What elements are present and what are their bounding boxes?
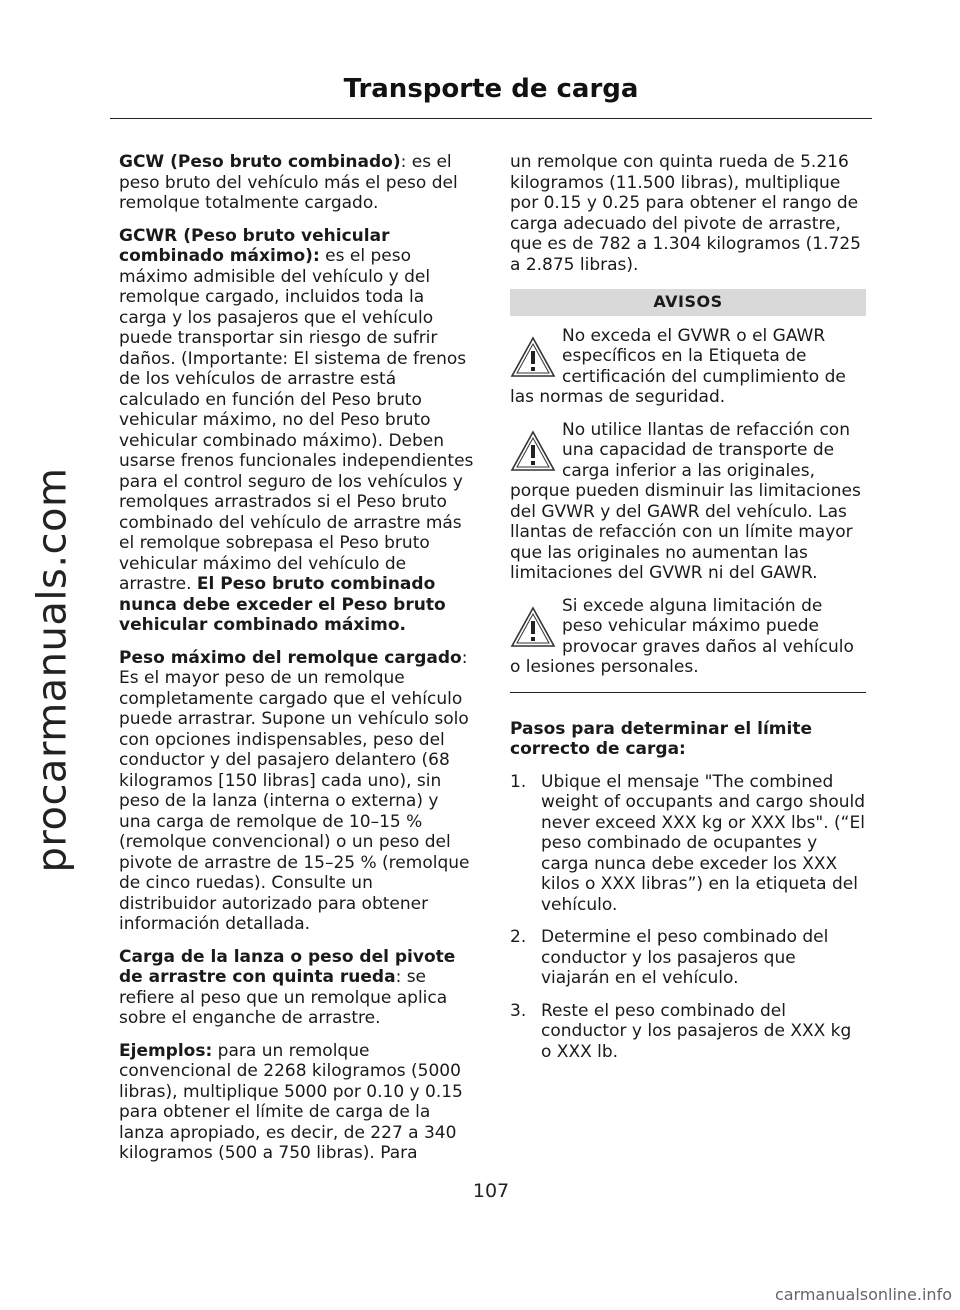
footer-watermark: carmanualsonline.info (774, 1285, 952, 1304)
warning-triangle-icon (510, 336, 556, 378)
side-watermark (22, 467, 82, 873)
step-number: 2. (510, 927, 527, 947)
list-item (510, 1001, 866, 1063)
steps-list (510, 772, 866, 1063)
examples-paragraph (119, 1041, 475, 1164)
warning-text: No exceda el GVWR o el GAWR específicos en la Etiqueta de certificación del cumplimiento de las normas de seguridad. (510, 325, 846, 407)
gcwr-warning-bold: El Peso bruto combinado nunca debe exceder el Peso bruto vehicular combinado máximo. (119, 574, 446, 635)
example-continuation: un remolque con quinta rueda de 5.216 kilogramos (11.500 libras), multiplique por 0.15 y 0.25 para obtener el rango de carga adecuado del pivote de arrastre, que es de 782 a 1.304 kilogramos (1.725 a 2.875 libras). (510, 152, 861, 275)
step-number: 3. (510, 1000, 527, 1021)
warning-text: No utilice llantas de refacción con una capacidad de transporte de carga inferior a las originales, porque pueden disminuir las limitaciones del GVWR y del GAWR del vehículo. Las llantas de refacción con un límite mayor que las originales no aumentan las limitaciones del GVWR ni del GAWR. (510, 419, 861, 583)
header-divider (110, 118, 872, 119)
step-text: Reste el peso combinado del conductor y los pasajeros de XXX kg o XXX lb. (541, 1000, 852, 1062)
max-trailer-text: : Es el mayor peso de un remolque completamente cargado que el vehículo puede arrastrar. Supone un vehículo solo con opciones indispensables, peso del conductor y del pasajero delantero (68 kilogramos [150 libras] cada uno), sin peso de la lanza (interna o externa) y una carga de remolque de 10–15 % (remolque convencional) o un peso del pivote de arrastre de 15–25 % (remolque de cinco ruedas). Consulte un distribuidor autorizado para obtener información detallada. (119, 647, 470, 934)
tongue-load-text: : se refiere al peso que un remolque aplica sobre el enganche de arrastre. (119, 967, 448, 1028)
max-trailer-term: Peso máximo del remolque cargado (119, 647, 462, 668)
gcwr-term: GCWR (Peso bruto vehicular combinado máximo): (119, 225, 390, 266)
warning-item (510, 596, 866, 678)
warning-text: Si excede alguna limitación de peso vehicular máximo puede provocar graves daños al vehículo o lesiones personales. (510, 595, 854, 677)
examples-text: para un remolque convencional de 2268 kilogramos (5000 libras), multiplique 5000 por 0.10 y 0.15 para obtener el límite de carga de la lanza apropiado, es decir, de 227 a 340 kilogramos (500 a 750 libras). Para (119, 1040, 463, 1163)
list-item (510, 772, 866, 916)
max-trailer-paragraph (119, 648, 475, 935)
list-item (510, 927, 866, 989)
gcw-paragraph (119, 152, 475, 214)
warning-item (510, 326, 866, 408)
page-title: Transporte de carga (343, 74, 639, 104)
page-number: 107 (472, 1180, 510, 1202)
examples-term: Ejemplos: (119, 1040, 213, 1061)
step-text: Ubique el mensaje "The combined weight of occupants and cargo should never exceed XXX kg or XXX lbs". (“El peso combinado de ocupantes y carga nunca debe exceder los XXX kilos o XXX libras”) en la etiqueta del vehículo. (541, 771, 866, 915)
tongue-load-paragraph (119, 947, 475, 1029)
warning-item (510, 420, 866, 584)
gcw-text: : es el peso bruto del vehículo más el peso del remolque totalmente cargado. (119, 152, 458, 213)
gcwr-text: es el peso máximo admisible del vehículo y del remolque cargado, incluidos toda la carga y los pasajeros que el vehículo puede transportar sin riesgo de sufrir daños. (Importante: El sistema de frenos de los vehículos de arrastre está calculado en función del Peso bruto vehicular máximo, no del Peso bruto vehicular combinado máximo). Deben usarse frenos funcionales independientes para el control seguro de los vehículos y remolques arrastrados si el Peso bruto combinado del vehículo de arrastre más el remolque sobrepasa el Peso bruto vehicular máximo del vehículo de arrastre. (119, 246, 474, 594)
warnings-heading: AVISOS (510, 289, 866, 316)
side-watermark-text: procarmanuals.com (29, 467, 75, 873)
left-column (119, 152, 475, 1176)
warning-triangle-icon (510, 430, 556, 472)
step-number: 1. (510, 771, 527, 792)
right-column (510, 152, 866, 1074)
gcw-term: GCW (Peso bruto combinado) (119, 152, 401, 172)
steps-heading-text: Pasos para determinar el límite correcto de carga: (510, 718, 813, 759)
gcwr-paragraph (119, 226, 475, 636)
section-divider (510, 692, 866, 693)
warning-triangle-icon (510, 606, 556, 648)
steps-heading (510, 719, 866, 760)
tongue-load-term: Carga de la lanza o peso del pivote de arrastre con quinta rueda (119, 946, 456, 987)
step-text: Determine el peso combinado del conductor y los pasajeros que viajarán en el vehículo. (541, 927, 829, 988)
